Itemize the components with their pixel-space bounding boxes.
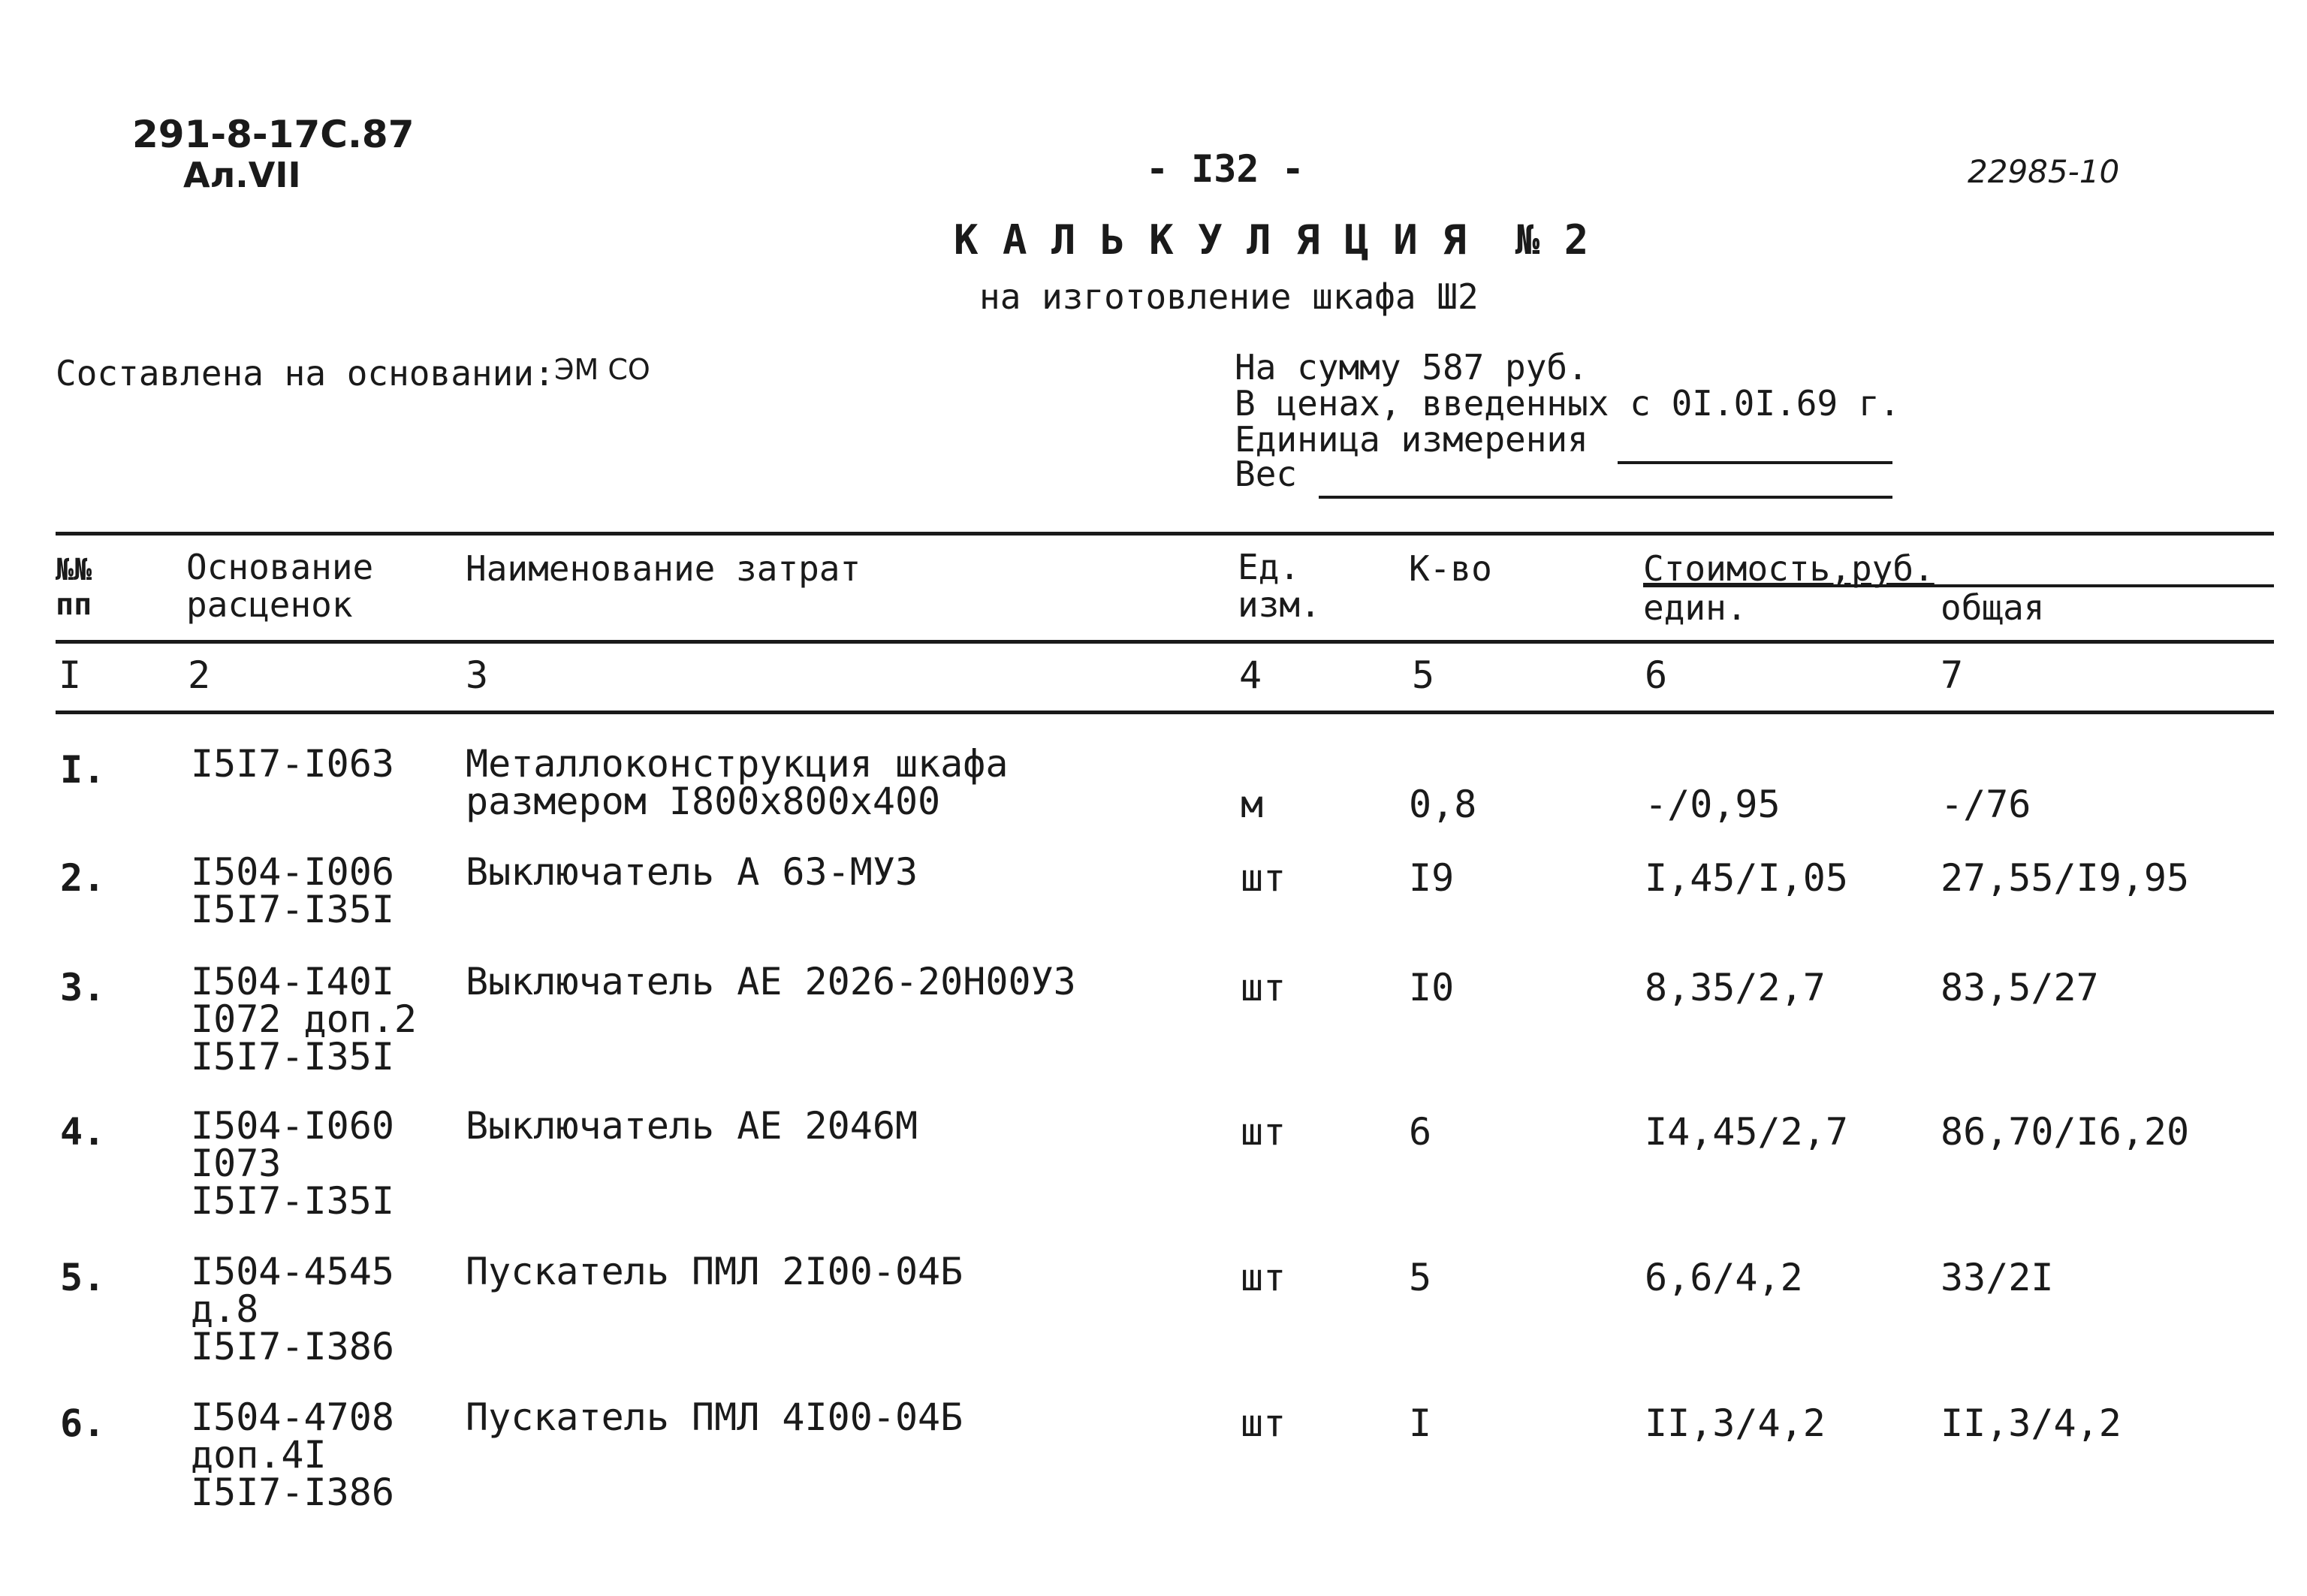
header-cost-unit: един. xyxy=(1643,587,1748,628)
row-2-num: 2. xyxy=(60,856,106,900)
row-6-basis: I504-4708 доп.4I I5I7-I386 xyxy=(191,1395,394,1514)
row-5-qty: 5 xyxy=(1409,1256,1432,1299)
row-4-cost-unit: I4,45/2,7 xyxy=(1645,1110,1848,1154)
row-6-num: 6. xyxy=(60,1401,106,1445)
column-number-6: 6 xyxy=(1645,653,1668,697)
basis-label: Составлена на основании: xyxy=(56,353,555,394)
row-5-basis: I504-4545 д.8 I5I7-I386 xyxy=(191,1250,394,1368)
row-5-cost-unit: 6,6/4,2 xyxy=(1645,1256,1803,1299)
row-1-basis: I5I7-I063 xyxy=(191,742,394,786)
row-1-cost-unit: -/0,95 xyxy=(1645,783,1781,826)
row-3-name: Выключатель АЕ 2026-20Н00УЗ xyxy=(466,960,1076,1003)
row-4-name: Выключатель АЕ 2046М xyxy=(466,1104,918,1148)
row-3-cost-total: 83,5/27 xyxy=(1941,966,2099,1009)
header-name: Наименование затрат xyxy=(466,548,861,589)
row-3-unit: шт xyxy=(1241,966,1286,1009)
unit-blank-line xyxy=(1618,461,1892,464)
row-6-cost-total: II,3/4,2 xyxy=(1941,1401,2122,1445)
document-subtitle: на изготовление шкафа Ш2 xyxy=(979,276,1479,317)
document-code: 291-8-17С.87 xyxy=(132,113,415,156)
row-6-cost-unit: II,3/4,2 xyxy=(1645,1401,1826,1445)
header-unit: Ед. изм. xyxy=(1238,547,1321,625)
header-cost-total: общая xyxy=(1941,587,2045,628)
row-2-basis: I504-I006 I5I7-I35I xyxy=(191,850,394,931)
row-3-basis: I504-I40I I072 доп.2 I5I7-I35I xyxy=(191,960,418,1079)
row-1-unit: м xyxy=(1241,783,1264,826)
row-3-cost-unit: 8,35/2,7 xyxy=(1645,966,1826,1009)
row-5-cost-total: 33/2I xyxy=(1941,1256,2054,1299)
row-1-cost-total: -/76 xyxy=(1941,783,2031,826)
row-5-name: Пускатель ПМЛ 2I00-04Б xyxy=(466,1250,964,1293)
header-qty: К-во xyxy=(1409,548,1492,589)
column-number-3: 3 xyxy=(466,653,489,697)
basis-value: ЭМ СО xyxy=(554,353,650,386)
row-6-qty: I xyxy=(1409,1401,1432,1445)
header-bottom-rule xyxy=(56,640,2274,644)
row-2-name: Выключатель А 63-МУЗ xyxy=(466,850,918,894)
row-1-name: Металлоконструкция шкафа размером I800х800х400 xyxy=(466,742,1009,823)
header-basis: Основание расценок xyxy=(186,547,374,625)
column-number-2: 2 xyxy=(188,653,211,697)
row-5-num: 5. xyxy=(60,1256,106,1299)
document-title: К А Л Ь К У Л Я Ц И Я № 2 xyxy=(954,216,1589,264)
row-4-cost-total: 86,70/I6,20 xyxy=(1941,1110,2190,1154)
column-number-7: 7 xyxy=(1941,653,1964,697)
row-1-qty: 0,8 xyxy=(1409,783,1477,826)
sum-line: На сумму 587 руб. xyxy=(1235,347,1588,388)
row-5-unit: шт xyxy=(1241,1256,1286,1299)
page-number: - I32 - xyxy=(1146,147,1304,191)
row-2-unit: шт xyxy=(1241,856,1286,900)
row-4-qty: 6 xyxy=(1409,1110,1432,1154)
column-numbers-rule xyxy=(56,711,2274,714)
row-4-num: 4. xyxy=(60,1110,106,1154)
unit-label: Единица измерения xyxy=(1235,419,1588,460)
column-number-1: I xyxy=(59,653,82,697)
prices-line: В ценах, введенных с 0I.0I.69 г. xyxy=(1235,383,1901,424)
row-6-unit: шт xyxy=(1241,1401,1286,1445)
sheet-label: Ал.VII xyxy=(183,155,301,195)
row-2-qty: I9 xyxy=(1409,856,1455,900)
column-number-4: 4 xyxy=(1239,653,1262,697)
row-3-num: 3. xyxy=(60,966,106,1009)
table-top-rule xyxy=(56,532,2274,536)
header-num: №№ пп xyxy=(56,553,92,622)
row-1-num: I. xyxy=(60,748,106,792)
row-6-name: Пускатель ПМЛ 4I00-04Б xyxy=(466,1395,964,1439)
row-3-qty: I0 xyxy=(1409,966,1455,1009)
row-2-cost-unit: I,45/I,05 xyxy=(1645,856,1848,900)
row-2-cost-total: 27,55/I9,95 xyxy=(1941,856,2190,900)
row-4-basis: I504-I060 I073 I5I7-I35I xyxy=(191,1104,394,1223)
column-number-5: 5 xyxy=(1412,653,1435,697)
weight-label: Вес xyxy=(1235,454,1298,494)
header-cost: Стоимость,руб. xyxy=(1643,548,1935,589)
weight-blank-line xyxy=(1319,496,1892,499)
row-4-unit: шт xyxy=(1241,1110,1286,1154)
inventory-number: 22985-10 xyxy=(1968,153,2120,190)
